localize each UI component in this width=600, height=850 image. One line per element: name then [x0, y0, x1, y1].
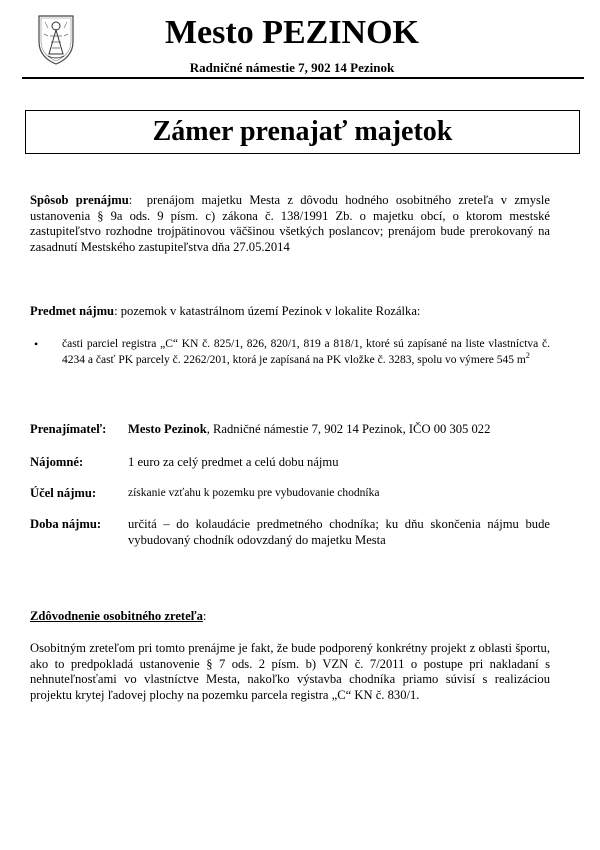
lease-method-label: Spôsob prenájmu [30, 193, 129, 207]
subject-label: Predmet nájmu [30, 304, 115, 318]
lessor-value [128, 422, 550, 438]
purpose-label: Účel nájmu: [30, 486, 97, 500]
header-divider [22, 77, 584, 79]
document-title: Zámer prenajať majetok [25, 110, 580, 154]
subject-paragraph: Predmet nájmu: pozemok v katastrálnom území Pezinok v lokalite Rozálka: [30, 304, 421, 318]
lessor-details: , Radničné námestie 7, 902 14 Pezinok, IČO 00 305 022 [206, 422, 491, 436]
justification-heading-line: Zdôvodnenie osobitného zreteľa: [30, 609, 207, 623]
duration-value: určitá – do kolaudácie predmetného chodníka; ku dňu skončenia nájmu bude vybudovaný chodník odovzdaný do majetku Mesta [128, 517, 550, 547]
lessor-label: Prenajímateľ: [30, 422, 107, 436]
area-unit-superscript: 2 [525, 350, 530, 360]
city-address: Radničné námestie 7, 902 14 Pezinok [189, 60, 395, 75]
subject-text: pozemok v katastrálnom území Pezinok v lokalite Rozálka: [120, 304, 421, 318]
subject-bullet-item [62, 337, 550, 368]
lease-method-paragraph: Spôsob prenájmu: prenájom majetku Mesta z dôvodu hodného osobitného zreteľa v zmysle ustanovenia § 9a ods. 9 písm. c) zákona č. 138/1991 Zb. o majetku obcí, o ktorom mestské zastupiteľstvo rozhodne trojpätinovou väčšinou všetkých poslancov; prenájom bude prerokovaný na zasadnutí Mestského zastupiteľstva dňa 27.05.2014 [30, 193, 550, 254]
lessor-name: Mesto Pezinok [128, 422, 207, 436]
subject-bullet-text: časti parciel registra „C“ KN č. 825/1, 826, 820/1, 819 a 818/1, ktoré sú zapísané na liste vlastníctva č. 4234 a časť PK parcely č. 2262/201, ktorá je zapísaná na PK vložke č. 3283, spolu vo výmere 545 m [62, 338, 550, 366]
bullet-icon: • [34, 337, 39, 351]
rent-value: 1 euro za celý predmet a celú dobu nájmu [128, 455, 339, 469]
justification-heading: Zdôvodnenie osobitného zreteľa [30, 609, 203, 623]
justification-text: Osobitným zreteľom pri tomto prenájme je fakt, že bude podporený konkrétny projekt z oblasti športu, ako to predpokladá ustanovenie § 7 ods. 2 písm. b) VZN č. 7/2011 o postupe pri nakladaní s nehnuteľnosťami vo vlastníctve Mesta, nakoľko výstavba chodníka priamo súvisí s realizáciou projektu krytej ľadovej plochy na pozemku parcela registra „C“ KN č. 830/1. [30, 641, 550, 702]
city-name: Mesto PEZINOK [164, 14, 420, 51]
rent-label: Nájomné: [30, 455, 84, 469]
duration-label: Doba nájmu: [30, 517, 102, 531]
lease-method-text: prenájom majetku Mesta z dôvodu hodného osobitného zreteľa v zmysle ustanovenia § 9a ods. 9 písm. c) zákona č. 138/1991 Zb. o majetku obcí, o ktorom mestské zastupiteľstvo rozhodne trojpätinovou väčšinou všetkých poslancov; prenájom bude prerokovaný na zasadnutí Mestského zastupiteľstva dňa 27.05.2014 [30, 193, 550, 254]
purpose-value: získanie vzťahu k pozemku pre vybudovanie chodníka [128, 487, 380, 499]
